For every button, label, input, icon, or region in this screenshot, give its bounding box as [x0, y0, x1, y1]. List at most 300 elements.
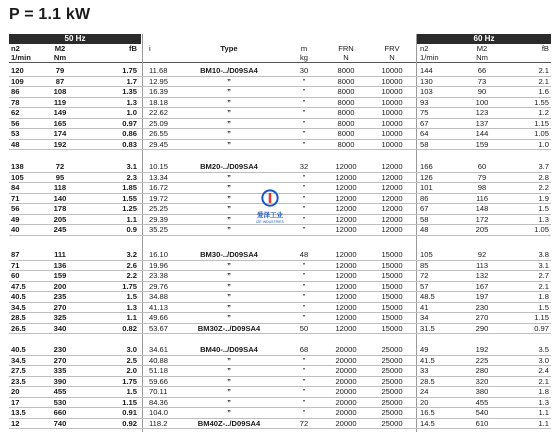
cell-fb-60: 1.2 — [538, 108, 549, 117]
cell-type: ” — [227, 183, 231, 192]
cell-fb-60: 2.1 — [538, 66, 549, 75]
cell-frv: 15000 — [381, 281, 403, 291]
cell-i: 53.67 — [149, 323, 169, 333]
cell-type: ” — [227, 225, 231, 234]
cell-frn: 20000 — [335, 387, 357, 396]
cell-type: ” — [227, 376, 231, 386]
cell-frv: 12000 — [381, 172, 403, 182]
cell-m2-60: 132 — [475, 271, 489, 280]
cell-m2: 165 — [53, 118, 67, 128]
cell-fb-60: 1.5 — [538, 302, 549, 312]
row-separator — [9, 149, 551, 150]
cell-n2: 60 — [11, 271, 20, 280]
cell-fb-60: 2.1 — [538, 76, 549, 86]
cell-i: 19.96 — [149, 260, 169, 270]
watermark-cn: 爱泽工业 — [257, 212, 283, 219]
cell-fb-60: 1.15 — [534, 118, 549, 128]
cell-fb: 2.0 — [126, 366, 137, 375]
table-row — [9, 77, 551, 86]
cell-n2-60: 41.5 — [420, 355, 435, 365]
cell-fb: 0.9 — [126, 225, 137, 234]
cell-m2: 178 — [53, 204, 67, 213]
cell-n2-60: 64 — [420, 129, 429, 138]
cell-m2: 270 — [53, 355, 67, 365]
cell-type: ” — [227, 281, 231, 291]
cell-i: 104.0 — [149, 408, 169, 417]
cell-m2: 200 — [53, 281, 67, 291]
cell-m2: 340 — [53, 323, 67, 333]
cell-fb-60: 1.05 — [534, 225, 549, 234]
cell-frn: 8000 — [337, 108, 355, 117]
cell-type: ” — [227, 129, 231, 138]
cell-frv: 10000 — [381, 129, 403, 138]
cell-fb-60: 1.1 — [538, 408, 549, 417]
cell-n2-60: 105 — [420, 250, 433, 259]
cell-m: ” — [302, 214, 306, 224]
cell-m: ” — [302, 76, 306, 86]
cell-frn: 12000 — [335, 292, 357, 301]
cell-i: 18.18 — [149, 97, 169, 107]
cell-n2: 12 — [11, 418, 20, 428]
cell-frv: 10000 — [381, 66, 403, 75]
cell-n2-60: 86 — [420, 193, 429, 203]
cell-frn: 12000 — [335, 214, 357, 224]
cell-i: 34.88 — [149, 292, 169, 301]
cell-type: BM40Z-../D09SA4 — [197, 418, 261, 428]
cell-m2-60: 148 — [475, 204, 489, 213]
cell-type: BM30-../D09SA4 — [200, 250, 258, 259]
cell-i: 40.88 — [149, 355, 169, 365]
cell-n2-60: 103 — [420, 87, 433, 96]
cell-type: ” — [227, 387, 231, 396]
col-i-header: i — [149, 44, 151, 53]
cell-m: ” — [302, 172, 306, 182]
cell-i: 23.38 — [149, 271, 169, 280]
cell-fb: 2.3 — [126, 172, 137, 182]
cell-n2: 84 — [11, 183, 20, 192]
cell-m2-60: 455 — [475, 397, 489, 407]
cell-n2-60: 33 — [420, 366, 429, 375]
cell-n2: 109 — [11, 76, 24, 86]
cell-frv: 25000 — [381, 366, 403, 375]
cell-frn: 20000 — [335, 355, 357, 365]
cell-n2-60: 101 — [420, 183, 433, 192]
cell-frv: 15000 — [381, 292, 403, 301]
cell-m2: 660 — [53, 408, 67, 417]
cell-frv: 15000 — [381, 260, 403, 270]
cell-frv: 15000 — [381, 302, 403, 312]
cell-m: ” — [302, 87, 306, 96]
cell-m2-60: 197 — [475, 292, 489, 301]
cell-fb: 3.2 — [126, 250, 137, 259]
cell-frv: 15000 — [381, 250, 403, 259]
cell-frn: 12000 — [335, 302, 357, 312]
cell-m2: 108 — [53, 87, 67, 96]
cell-n2: 49 — [11, 214, 20, 224]
cell-m2: 159 — [53, 271, 67, 280]
cell-m: ” — [302, 292, 306, 301]
cell-fb: 2.6 — [126, 260, 137, 270]
cell-i: 118.2 — [149, 418, 168, 428]
cell-fb: 1.85 — [122, 183, 137, 192]
cell-n2-60: 126 — [420, 172, 433, 182]
cell-type: ” — [227, 204, 231, 213]
cell-m2-60: 92 — [477, 250, 487, 259]
cell-m2-60: 60 — [477, 162, 487, 171]
cell-n2-60: 31.5 — [420, 323, 435, 333]
cell-n2: 71 — [11, 260, 20, 270]
cell-type: ” — [227, 76, 231, 86]
cell-type: ” — [227, 408, 231, 417]
table-row — [9, 108, 551, 117]
cell-fb: 0.86 — [122, 129, 137, 138]
cell-fb-60: 1.55 — [534, 97, 549, 107]
cell-n2-60: 34 — [420, 313, 429, 322]
cell-fb: 1.25 — [122, 204, 137, 213]
cell-frv: 12000 — [381, 204, 403, 213]
cell-type: BM40-../D09SA4 — [200, 345, 258, 354]
cell-n2: 53 — [11, 129, 20, 138]
cell-fb-60: 3.7 — [538, 162, 549, 171]
cell-i: 49.66 — [149, 313, 169, 322]
cell-n2: 40 — [11, 225, 20, 234]
table-row — [9, 356, 551, 365]
cell-fb-60: 3.8 — [538, 250, 549, 259]
cell-n2: 28.5 — [11, 313, 26, 322]
table-row — [9, 162, 551, 171]
cell-type: ” — [227, 397, 231, 407]
cell-frv: 25000 — [381, 408, 403, 417]
cell-type: BM10-../D09SA4 — [200, 66, 258, 75]
cell-fb: 0.83 — [122, 139, 137, 149]
table-row — [9, 129, 551, 138]
cell-m: ” — [302, 397, 306, 407]
cell-fb-60: 1.05 — [534, 129, 549, 138]
cell-m2-60: 98 — [477, 183, 487, 192]
cell-n2-60: 130 — [420, 76, 433, 86]
cell-frv: 12000 — [381, 225, 403, 234]
cell-n2-60: 57 — [420, 281, 429, 291]
watermark-logo — [244, 189, 296, 224]
cell-type: ” — [227, 313, 231, 322]
col-frn-header: FRN — [338, 44, 354, 53]
cell-frn: 8000 — [337, 118, 355, 128]
cell-n2: 105 — [11, 172, 24, 182]
cell-m: ” — [302, 366, 306, 375]
cell-fb: 1.75 — [122, 281, 137, 291]
cell-m2-60: 159 — [475, 139, 489, 149]
table-row — [9, 261, 551, 270]
cell-frv: 25000 — [381, 397, 403, 407]
cell-n2-60: 67 — [420, 118, 429, 128]
cell-type: ” — [227, 292, 231, 301]
cell-fb-60: 3.5 — [538, 345, 549, 354]
cell-frn: 20000 — [335, 418, 357, 428]
cell-frv: 10000 — [381, 97, 403, 107]
cell-fb-60: 2.1 — [538, 376, 549, 386]
table-row — [9, 387, 551, 396]
cell-frn: 12000 — [335, 172, 357, 182]
cell-i: 84.36 — [149, 397, 169, 407]
cell-type: ” — [227, 214, 231, 224]
cell-i: 26.55 — [149, 129, 169, 138]
cell-m: ” — [302, 183, 306, 192]
cell-m2-60: 192 — [475, 345, 489, 354]
col-frn-unit: N — [343, 53, 349, 62]
cell-i: 25.09 — [149, 118, 169, 128]
cell-type: ” — [227, 118, 231, 128]
cell-frv: 25000 — [381, 376, 403, 386]
cell-m2-60: 113 — [475, 260, 489, 270]
cell-m2-60: 205 — [475, 225, 489, 234]
cell-m2: 390 — [53, 376, 67, 386]
cell-m2: 149 — [53, 108, 67, 117]
cell-n2: 48 — [11, 139, 20, 149]
cell-frv: 12000 — [381, 162, 403, 171]
cell-fb: 1.5 — [126, 292, 137, 301]
cell-m2: 72 — [55, 162, 65, 171]
cell-frn: 12000 — [335, 271, 357, 280]
cell-m2: 118 — [53, 183, 67, 192]
cell-i: 41.13 — [149, 302, 169, 312]
table-row — [9, 119, 551, 128]
cell-i: 10.15 — [149, 162, 169, 171]
cell-fb: 1.15 — [122, 397, 137, 407]
col-m2-header: M2 — [54, 44, 66, 53]
cell-n2-60: 75 — [420, 108, 429, 117]
table-row — [9, 324, 551, 333]
col-m2-60-header: M2 — [476, 44, 488, 53]
cell-n2-60: 166 — [420, 162, 433, 171]
page-title: P = 1.1 kW — [9, 6, 91, 23]
col-frv-unit: N — [389, 53, 395, 62]
cell-n2: 62 — [11, 108, 20, 117]
cell-frv: 25000 — [381, 387, 403, 396]
cell-fb-60: 1.0 — [538, 139, 549, 149]
cell-frv: 10000 — [381, 139, 403, 149]
cell-type: ” — [227, 139, 231, 149]
cell-m2: 205 — [53, 214, 67, 224]
row-separator — [9, 235, 551, 236]
cell-fb-60: 1.9 — [538, 193, 549, 203]
cell-m: ” — [302, 376, 306, 386]
cell-fb: 3.0 — [126, 345, 137, 354]
cell-frn: 8000 — [337, 97, 355, 107]
table-row — [9, 271, 551, 280]
cell-type: ” — [227, 271, 231, 280]
cell-m2-60: 540 — [475, 408, 489, 417]
cell-frv: 12000 — [381, 183, 403, 192]
cell-n2-60: 20 — [420, 397, 429, 407]
cell-m2-60: 100 — [475, 97, 489, 107]
cell-m2: 270 — [53, 302, 67, 312]
cell-fb-60: 1.3 — [538, 214, 549, 224]
cell-type: ” — [227, 87, 231, 96]
table-row — [9, 98, 551, 107]
cell-m2: 245 — [53, 225, 67, 234]
cell-fb: 1.1 — [126, 313, 137, 322]
cell-m2: 119 — [53, 97, 67, 107]
cell-n2: 40.5 — [11, 292, 26, 301]
cell-frv: 10000 — [381, 108, 403, 117]
col-fb-header: fB — [128, 44, 137, 53]
cell-fb-60: 1.3 — [538, 397, 549, 407]
cell-frv: 15000 — [381, 323, 403, 333]
cell-fb: 1.75 — [122, 66, 137, 75]
cell-m2: 235 — [53, 292, 67, 301]
cell-m: ” — [302, 139, 306, 149]
cell-frn: 12000 — [335, 313, 357, 322]
cell-m2-60: 66 — [477, 66, 487, 75]
cell-fb: 0.91 — [122, 408, 137, 417]
cell-fb: 1.3 — [126, 302, 137, 312]
cell-n2: 78 — [11, 97, 20, 107]
cell-frn: 12000 — [335, 260, 357, 270]
col-fb-60-header: fB — [541, 44, 549, 53]
cell-frv: 25000 — [381, 355, 403, 365]
cell-n2: 87 — [11, 250, 20, 259]
cell-frn: 12000 — [335, 183, 357, 192]
cell-n2-60: 93 — [420, 97, 429, 107]
cell-m2: 230 — [53, 345, 67, 354]
cell-fb-60: 2.8 — [538, 172, 549, 182]
cell-frn: 20000 — [335, 376, 357, 386]
cell-frv: 12000 — [381, 214, 403, 224]
cell-frn: 20000 — [335, 366, 357, 375]
cell-fb-60: 1.5 — [538, 204, 549, 213]
table-row — [9, 282, 551, 291]
cell-n2-60: 85 — [420, 260, 429, 270]
band-50hz: 50 Hz — [9, 34, 141, 44]
cell-m: ” — [302, 97, 306, 107]
cell-n2: 138 — [11, 162, 24, 171]
cell-m2-60: 290 — [475, 323, 489, 333]
cell-m2-60: 225 — [475, 355, 489, 365]
table-row — [9, 408, 551, 417]
cell-fb: 0.92 — [122, 418, 137, 428]
cell-i: 29.39 — [149, 214, 169, 224]
cell-n2: 34.5 — [11, 355, 26, 365]
cell-frn: 8000 — [337, 139, 355, 149]
cell-frv: 15000 — [381, 313, 403, 322]
cell-i: 16.72 — [149, 183, 169, 192]
cell-n2-60: 58 — [420, 214, 429, 224]
cell-n2: 56 — [11, 118, 20, 128]
cell-frn: 20000 — [335, 345, 357, 354]
cell-type: BM20-../D09SA4 — [200, 162, 258, 171]
cell-frn: 8000 — [337, 66, 355, 75]
cell-fb: 1.5 — [126, 387, 137, 396]
cell-m2-60: 144 — [475, 129, 489, 138]
cell-i: 70.11 — [149, 387, 168, 396]
cell-m2: 87 — [55, 76, 65, 86]
cell-fb-60: 1.8 — [538, 387, 549, 396]
table-row — [9, 225, 551, 234]
cell-n2: 120 — [11, 66, 24, 75]
cell-m: ” — [302, 193, 306, 203]
cell-i: 13.34 — [149, 172, 169, 182]
cell-i: 59.66 — [149, 376, 169, 386]
cell-m: 48 — [299, 250, 309, 259]
cell-i: 16.10 — [149, 250, 169, 259]
cell-fb: 1.55 — [122, 193, 137, 203]
cell-m: 72 — [299, 418, 309, 428]
cell-n2-60: 48.5 — [420, 292, 435, 301]
cell-n2: 86 — [11, 87, 20, 96]
cell-frv: 25000 — [381, 418, 403, 428]
cell-m2-60: 123 — [475, 108, 489, 117]
cell-fb-60: 3.1 — [538, 260, 549, 270]
cell-m2: 740 — [53, 418, 67, 428]
band-60hz: 60 Hz — [417, 34, 551, 44]
cell-m: 32 — [299, 162, 309, 171]
col-n2-unit: 1/min — [11, 53, 31, 62]
cell-m2-60: 610 — [475, 418, 489, 428]
cell-n2-60: 14.5 — [420, 418, 435, 428]
watermark-en: IZE INDUSTRIES — [256, 220, 284, 224]
cell-type: ” — [227, 108, 231, 117]
cell-m2: 95 — [55, 172, 65, 182]
cell-m: ” — [302, 281, 306, 291]
cell-fb: 1.3 — [126, 97, 137, 107]
cell-type: BM30Z-../D09SA4 — [197, 323, 261, 333]
cell-fb-60: 1.15 — [534, 313, 549, 322]
cell-n2: 56 — [11, 204, 20, 213]
table-row — [9, 313, 551, 322]
cell-m2-60: 137 — [475, 118, 489, 128]
cell-fb: 1.0 — [126, 108, 137, 117]
cell-n2-60: 58 — [420, 139, 429, 149]
cell-m: 50 — [299, 323, 309, 333]
col-m-unit: kg — [299, 53, 309, 62]
cell-type: ” — [227, 193, 231, 203]
cell-m2: 335 — [53, 366, 67, 375]
cell-frv: 10000 — [381, 76, 403, 86]
cell-frn: 20000 — [335, 397, 357, 407]
cell-n2-60: 72 — [420, 271, 429, 280]
cell-i: 11.68 — [149, 66, 168, 75]
cell-fb: 1.1 — [126, 214, 137, 224]
cell-n2-60: 67 — [420, 204, 429, 213]
cell-n2: 26.5 — [11, 323, 26, 333]
cell-m: ” — [302, 313, 306, 322]
cell-fb: 0.97 — [122, 118, 137, 128]
cell-n2: 20 — [11, 387, 20, 396]
cell-i: 29.45 — [149, 139, 169, 149]
cell-frn: 20000 — [335, 408, 357, 417]
cell-m2-60: 79 — [477, 172, 487, 182]
cell-n2-60: 144 — [420, 66, 433, 75]
cell-n2-60: 16.5 — [420, 408, 435, 417]
table-row — [9, 66, 551, 75]
cell-n2: 13.5 — [11, 408, 26, 417]
cell-frv: 10000 — [381, 87, 403, 96]
cell-m2-60: 270 — [475, 313, 489, 322]
cell-frn: 8000 — [337, 129, 355, 138]
cell-m2-60: 320 — [475, 376, 489, 386]
table-row — [9, 345, 551, 354]
cell-frn: 12000 — [335, 193, 357, 203]
header-row-units — [9, 53, 551, 62]
cell-m2: 140 — [53, 193, 67, 203]
cell-m: ” — [302, 108, 306, 117]
cell-m2-60: 230 — [475, 302, 489, 312]
cell-fb-60: 1.8 — [538, 292, 549, 301]
cell-n2: 40.5 — [11, 345, 26, 354]
cell-frv: 10000 — [381, 118, 403, 128]
cell-i: 29.76 — [149, 281, 169, 291]
col-m-header: m — [300, 44, 308, 53]
